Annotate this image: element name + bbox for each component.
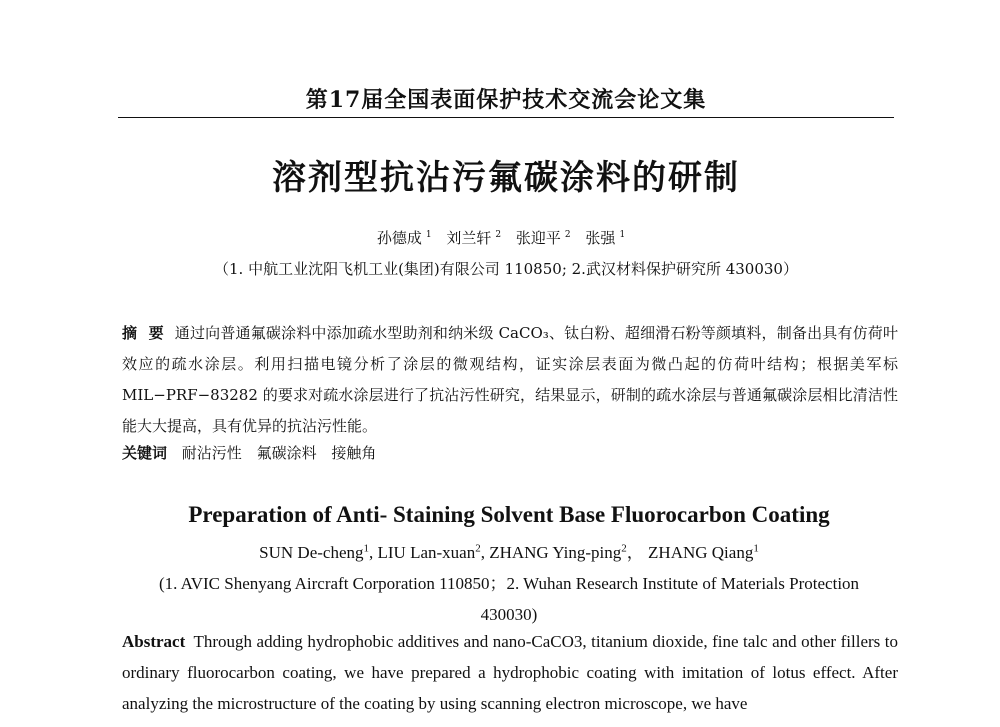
en-abstract (122, 626, 898, 719)
cn-author-list (100, 227, 912, 248)
en-author-affiliation-mark: 2 (621, 542, 627, 555)
en-abstract-text: Through adding hydrophobic additives and nano-CaCO3, titanium dioxide, fine talc and other fillers to ordinary fluorocarbon coating, we have prepared a hydrophobic coating with imitation of lotus effect. After analyzing the microstructure of the coating by using scanning electron microscope, we have (122, 632, 899, 713)
en-author: SUN De-cheng (259, 543, 364, 562)
en-affiliation: (1. AVIC Shenyang Aircraft Corporation 110850；2. Wuhan Research Institute of Materials Protection 430030) (158, 574, 860, 624)
cn-affiliation: （1. 中航工业沈阳飞机工业(集团)有限公司 110850; 2.武汉材料保护研究所 430030） (214, 260, 798, 278)
en-author: LIU Lan-xuan (377, 543, 476, 562)
en-author-list (100, 538, 918, 563)
cn-abstract (122, 318, 898, 442)
author-separator: , (369, 543, 378, 562)
en-author: ZHANG Qiang (648, 543, 754, 562)
cn-abstract-text: 通过向普通氟碳涂料中添加疏水型助剂和纳米级 CaCO₃、钛白粉、超细滑石粉等颜填料，制备出具有仿荷叶效应的疏水涂层。利用扫描电镜分析了涂层的微观结构，证实涂层表面为微凸起的仿荷叶结构；根据美军标 MIL−PRF−83282 的要求对疏水涂层进行了抗沾污性研究，结果显示，研制的疏水涂层与普通氟碳涂层相比清洁性能大大提高，具有优异的抗沾污性能。 (122, 324, 898, 435)
keyword: 耐沾污性 (181, 444, 242, 462)
cn-author: 刘兰轩 (446, 229, 492, 247)
author-separator: , (480, 543, 490, 562)
cn-author: 张迎平 (515, 229, 561, 247)
cn-keywords (122, 442, 898, 463)
cn-author-affiliation-mark: 2 (495, 230, 502, 240)
cn-paper-title: 溶剂型抗沾污氟碳涂料的研制 (272, 158, 740, 198)
en-paper-title: Preparation of Anti- Staining Solvent Base Fluorocarbon Coating (188, 502, 830, 527)
keyword: 氟碳涂料 (256, 444, 317, 462)
en-author-affiliation-mark: 1 (363, 542, 369, 555)
author-separator: ， (626, 543, 644, 562)
cn-author-affiliation-mark: 1 (425, 230, 432, 240)
keyword: 接触角 (331, 444, 377, 462)
en-author: ZHANG Ying-ping (489, 543, 622, 562)
cn-abstract-label: 摘 要 (122, 324, 167, 342)
cn-author-affiliation-mark: 1 (619, 230, 626, 240)
header-divider (118, 117, 894, 118)
en-author-affiliation-mark: 1 (753, 542, 759, 555)
journal-header: 第17届全国表面保护技术交流会论文集 (305, 87, 707, 113)
cn-author-affiliation-mark: 2 (564, 230, 571, 240)
cn-author: 张强 (585, 229, 616, 247)
cn-keywords-label: 关键词 (122, 444, 168, 462)
en-author-affiliation-mark: 2 (475, 542, 481, 555)
cn-author: 孙德成 (376, 229, 422, 247)
en-abstract-label: Abstract (122, 632, 186, 651)
